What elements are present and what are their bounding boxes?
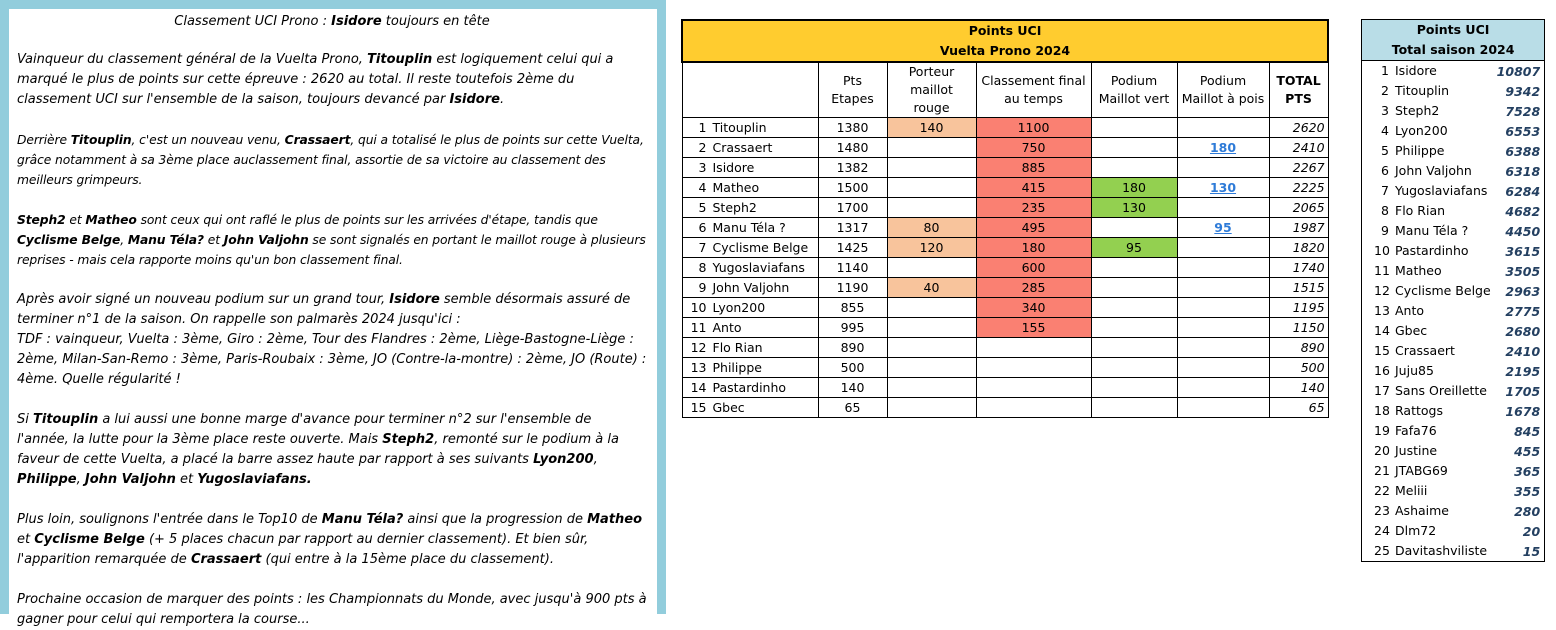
rider-name: Flo Rian: [1395, 203, 1446, 218]
rider-name: Ashaime: [1395, 503, 1449, 518]
vert-cell: [1091, 258, 1177, 278]
rank: 25: [1374, 543, 1390, 558]
rider-cell: [1362, 461, 1494, 481]
rouge-cell: 140: [887, 118, 976, 138]
rider-cell: [1362, 301, 1494, 321]
rider-name: Philippe: [712, 360, 762, 375]
pois-cell: [1177, 358, 1269, 378]
rank: 5: [1381, 143, 1389, 158]
rider-name: Isidore: [1395, 63, 1437, 78]
vert-cell: [1091, 338, 1177, 358]
table-row: [1362, 541, 1545, 562]
rank: 24: [1374, 523, 1390, 538]
table-row: [1362, 121, 1545, 141]
article-paragraph: Steph2 et Matheo sont ceux qui ont raflé le plus de points sur les arrivées d'étape, tandis que Cyclisme Belge, Manu Téla? et John Valjohn se sont signalés en portant le maillot rouge à plusieurs reprises - mais cela rapporte moins qu'un bon classement final.: [17, 213, 646, 267]
pois-cell: [1177, 198, 1269, 218]
etapes-cell: 890: [818, 338, 887, 358]
rank: 11: [690, 320, 707, 335]
rider-cell: [1362, 61, 1494, 82]
final-cell: 885: [976, 158, 1091, 178]
column-header: Pts Etapes: [818, 62, 887, 118]
rider-cell: [1362, 141, 1494, 161]
name-cell: [682, 318, 818, 338]
etapes-cell: 1317: [818, 218, 887, 238]
table-row: [1362, 81, 1545, 101]
table-row: [682, 138, 1328, 158]
table-row: [1362, 141, 1545, 161]
rider-name: Anto: [712, 320, 742, 335]
article-paragraph: Après avoir signé un nouveau podium sur un grand tour, Isidore semble désormais assuré de terminer n°1 de la saison. On rappelle son palmarès 2024 jusqu'ici : TDF : vainqueur, Vuelta : 3ème, Giro : 2ème, Tour des Flandres : 2ème, Liège-Bastogne-Liège : 2ème, Milan-San-Remo : 3ème, Paris-Roubaix : 3ème, JO (Contre-la-montre) : 2ème, JO (Route) : 4ème. Quelle régularité !: [17, 292, 647, 387]
season-points: 2680: [1494, 321, 1545, 341]
final-cell: 155: [976, 318, 1091, 338]
season-points: 7528: [1494, 101, 1545, 121]
name-cell: [682, 238, 818, 258]
season-points: 15: [1494, 541, 1545, 562]
etapes-cell: 1140: [818, 258, 887, 278]
etapes-cell: 1190: [818, 278, 887, 298]
rider-cell: [1362, 161, 1494, 181]
table-row: [1362, 101, 1545, 121]
table-row: [1362, 521, 1545, 541]
rider-cell: [1362, 201, 1494, 221]
table-row: [1362, 301, 1545, 321]
table-row: [1362, 261, 1545, 281]
table-title: Points UCI Vuelta Prono 2024: [682, 20, 1328, 62]
vert-cell: 180: [1091, 178, 1177, 198]
etapes-cell: 140: [818, 378, 887, 398]
rider-cell: [1362, 421, 1494, 441]
table-row: [1362, 361, 1545, 381]
table-row: [1362, 441, 1545, 461]
rank: 13: [1374, 303, 1390, 318]
vert-cell: [1091, 398, 1177, 418]
etapes-cell: 855: [818, 298, 887, 318]
season-points: 10807: [1494, 61, 1545, 82]
rank: 1: [698, 120, 707, 135]
rider-cell: [1362, 181, 1494, 201]
rider-name: Fafa76: [1395, 423, 1437, 438]
name-cell: [682, 218, 818, 238]
etapes-cell: 1425: [818, 238, 887, 258]
final-cell: 340: [976, 298, 1091, 318]
table-row: [682, 378, 1328, 398]
final-cell: 750: [976, 138, 1091, 158]
table-row: [682, 118, 1328, 138]
rank: 2: [1381, 83, 1389, 98]
table-row: [1362, 341, 1545, 361]
vert-cell: [1091, 158, 1177, 178]
rider-cell: [1362, 541, 1494, 562]
rider-name: Justine: [1395, 443, 1438, 458]
pois-cell: [1177, 398, 1269, 418]
season-points: 6284: [1494, 181, 1545, 201]
rank: 14: [1374, 323, 1390, 338]
rank: 6: [1381, 163, 1389, 178]
rider-cell: [1362, 401, 1494, 421]
rider-name: Sans Oreillette: [1395, 383, 1487, 398]
rouge-cell: [887, 178, 976, 198]
rank: 13: [690, 360, 707, 375]
table-row: [1362, 461, 1545, 481]
vert-cell: [1091, 278, 1177, 298]
season-points: 2195: [1494, 361, 1545, 381]
rider-name: Yugoslaviafans: [712, 260, 805, 275]
column-header: Porteur maillot rouge: [887, 62, 976, 118]
rouge-cell: 80: [887, 218, 976, 238]
vert-cell: [1091, 138, 1177, 158]
rank: 14: [690, 380, 707, 395]
rider-name: Anto: [1395, 303, 1425, 318]
table-row: [682, 318, 1328, 338]
rider-name: Manu Téla ?: [712, 220, 786, 235]
rider-name: Cyclisme Belge: [1395, 283, 1491, 298]
vert-cell: 130: [1091, 198, 1177, 218]
table-row: [1362, 181, 1545, 201]
rank: 8: [698, 260, 707, 275]
name-cell: [682, 378, 818, 398]
rider-cell: [1362, 381, 1494, 401]
table-row: [1362, 161, 1545, 181]
rank: 9: [698, 280, 707, 295]
etapes-cell: 500: [818, 358, 887, 378]
final-cell: 180: [976, 238, 1091, 258]
final-cell: 495: [976, 218, 1091, 238]
season-points: 845: [1494, 421, 1545, 441]
rider-name: Crassaert: [712, 140, 773, 155]
pois-cell: [1177, 278, 1269, 298]
rider-name: Pastardinho: [1395, 243, 1469, 258]
rank: 4: [698, 180, 707, 195]
rider-name: Lyon200: [1395, 123, 1448, 138]
pois-cell: [1177, 298, 1269, 318]
rider-name: Matheo: [712, 180, 760, 195]
final-cell: 285: [976, 278, 1091, 298]
table-row: [682, 278, 1328, 298]
etapes-cell: 65: [818, 398, 887, 418]
rank: 18: [1374, 403, 1390, 418]
rank: 6: [698, 220, 707, 235]
rank: 2: [698, 140, 707, 155]
name-cell: [682, 118, 818, 138]
season-points: 2963: [1494, 281, 1545, 301]
table-row: [682, 298, 1328, 318]
vert-cell: [1091, 298, 1177, 318]
table-row: [682, 178, 1328, 198]
rank: 1: [1381, 63, 1389, 78]
season-points: 6388: [1494, 141, 1545, 161]
rider-cell: [1362, 221, 1494, 241]
table-row: [682, 218, 1328, 238]
rouge-cell: [887, 198, 976, 218]
rank: 21: [1374, 463, 1390, 478]
rider-name: Gbec: [1395, 323, 1428, 338]
rank: 11: [1374, 263, 1390, 278]
etapes-cell: 1480: [818, 138, 887, 158]
total-cell: 500: [1269, 358, 1328, 378]
rider-name: Meliii: [1395, 483, 1428, 498]
rider-name: Rattogs: [1395, 403, 1443, 418]
article-paragraph: Si Titouplin a lui aussi une bonne marge d'avance pour terminer n°2 sur l'ensemble de l'année, la lutte pour la 3ème place reste ouverte. Mais Steph2, remonté sur le podium à la faveur de cette Vuelta, a placé la barre assez haute par rapport à ses suivants Lyon200, Philippe, John Valjohn et Yugoslaviafans.: [17, 412, 619, 487]
table-row: [682, 198, 1328, 218]
vert-cell: [1091, 318, 1177, 338]
rouge-cell: 40: [887, 278, 976, 298]
column-header: [682, 62, 818, 118]
vuelta-points-table: [681, 19, 1329, 418]
total-cell: 2267: [1269, 158, 1328, 178]
rank: 20: [1374, 443, 1390, 458]
rider-name: Pastardinho: [712, 380, 787, 395]
rank: 12: [1374, 283, 1390, 298]
total-cell: 890: [1269, 338, 1328, 358]
table-row: [682, 258, 1328, 278]
total-cell: 65: [1269, 398, 1328, 418]
name-cell: [682, 178, 818, 198]
rider-cell: [1362, 521, 1494, 541]
pois-cell[interactable]: 95: [1177, 218, 1269, 238]
rider-name: John Valjohn: [1395, 163, 1472, 178]
rank: 15: [1374, 343, 1390, 358]
total-cell: 1150: [1269, 318, 1328, 338]
total-cell: 1987: [1269, 218, 1328, 238]
vert-cell: [1091, 218, 1177, 238]
table-row: [1362, 401, 1545, 421]
article-panel: [0, 0, 666, 627]
season-points: 1678: [1494, 401, 1545, 421]
column-header: Podium Maillot vert: [1091, 62, 1177, 118]
rider-name: Gbec: [712, 400, 745, 415]
final-cell: [976, 338, 1091, 358]
name-cell: [682, 158, 818, 178]
table-row: [682, 238, 1328, 258]
season-points: 3505: [1494, 261, 1545, 281]
name-cell: [682, 138, 818, 158]
rider-name: Crassaert: [1395, 343, 1455, 358]
season-points: 20: [1494, 521, 1545, 541]
total-cell: 1820: [1269, 238, 1328, 258]
rouge-cell: [887, 378, 976, 398]
rouge-cell: [887, 358, 976, 378]
season-points: 2410: [1494, 341, 1545, 361]
table-row: [1362, 481, 1545, 501]
rank: 10: [690, 300, 707, 315]
rider-name: Dlm72: [1395, 523, 1437, 538]
article-paragraph: Prochaine occasion de marquer des points : les Championnats du Monde, avec jusqu'à 900 pts à gagner pour celui qui remportera la course...: [17, 592, 647, 627]
table-row: [1362, 241, 1545, 261]
rank: 8: [1381, 203, 1389, 218]
table-title: Points UCI Total saison 2024: [1362, 20, 1545, 61]
article-paragraph: Vainqueur du classement général de la Vuelta Prono, Titouplin est logiquement celui qui a marqué le plus de points sur cette épreuve : 2620 au total. Il reste toutefois 2ème du classement UCI sur l'ensemble de la saison, toujours devancé par Isidore.: [17, 52, 614, 107]
rider-name: Lyon200: [712, 300, 766, 315]
table-row: [1362, 501, 1545, 521]
name-cell: [682, 278, 818, 298]
rank: 3: [1381, 103, 1389, 118]
pois-cell: [1177, 258, 1269, 278]
rank: 3: [698, 160, 707, 175]
rouge-cell: [887, 138, 976, 158]
final-cell: [976, 378, 1091, 398]
rank: 23: [1374, 503, 1390, 518]
column-header: Podium Maillot à pois: [1177, 62, 1269, 118]
article-paragraph: Plus loin, soulignons l'entrée dans le Top10 de Manu Téla? ainsi que la progression de Matheo et Cyclisme Belge (+ 5 places chacun par rapport au dernier classement). Et bien sûr, l'apparition remarquée de Crassaert (qui entre à la 15ème place du classement).: [17, 512, 643, 567]
rank: 22: [1374, 483, 1390, 498]
season-points: 6318: [1494, 161, 1545, 181]
rank: 15: [690, 400, 707, 415]
season-points: 1705: [1494, 381, 1545, 401]
rider-name: John Valjohn: [712, 280, 790, 295]
season-points: 355: [1494, 481, 1545, 501]
season-points: 3615: [1494, 241, 1545, 261]
rider-name: Manu Téla ?: [1395, 223, 1469, 238]
total-cell: 1740: [1269, 258, 1328, 278]
season-points: 2775: [1494, 301, 1545, 321]
rider-name: Davitashviliste: [1395, 543, 1488, 558]
vert-cell: 95: [1091, 238, 1177, 258]
season-points: 365: [1494, 461, 1545, 481]
total-cell: 2410: [1269, 138, 1328, 158]
rank: 16: [1374, 363, 1390, 378]
vert-cell: [1091, 118, 1177, 138]
final-cell: 1100: [976, 118, 1091, 138]
rank: 7: [698, 240, 707, 255]
pois-cell: [1177, 238, 1269, 258]
table-row: [1362, 281, 1545, 301]
etapes-cell: 1500: [818, 178, 887, 198]
pois-cell: [1177, 378, 1269, 398]
rider-name: Philippe: [1395, 143, 1445, 158]
pois-cell[interactable]: 130: [1177, 178, 1269, 198]
rank: 9: [1381, 223, 1389, 238]
rouge-cell: [887, 298, 976, 318]
rank: 12: [690, 340, 707, 355]
article-title: Classement UCI Prono : Isidore toujours en tête: [174, 14, 490, 29]
rider-name: Juju85: [1395, 363, 1434, 378]
table-row: [682, 158, 1328, 178]
table-row: [1362, 221, 1545, 241]
season-points: 280: [1494, 501, 1545, 521]
season-points: 455: [1494, 441, 1545, 461]
rider-cell: [1362, 281, 1494, 301]
season-points: 4450: [1494, 221, 1545, 241]
rider-name: Matheo: [1395, 263, 1442, 278]
pois-cell: [1177, 118, 1269, 138]
rank: 10: [1374, 243, 1390, 258]
rider-name: Isidore: [712, 160, 755, 175]
table-row: [682, 338, 1328, 358]
rider-cell: [1362, 101, 1494, 121]
rider-name: Titouplin: [712, 120, 767, 135]
article-paragraph: Derrière Titouplin, c'est un nouveau venu, Crassaert, qui a totalisé le plus de points sur cette Vuelta, grâce notamment à sa 3ème place auclassement final, assortie de sa victoire au classement des meilleurs grimpeurs.: [17, 133, 644, 187]
rider-cell: [1362, 341, 1494, 361]
rider-name: Steph2: [712, 200, 757, 215]
final-cell: [976, 358, 1091, 378]
article-textbox: [9, 9, 657, 627]
rider-cell: [1362, 501, 1494, 521]
pois-cell[interactable]: 180: [1177, 138, 1269, 158]
column-header: Classement final au temps: [976, 62, 1091, 118]
final-cell: [976, 398, 1091, 418]
rouge-cell: [887, 338, 976, 358]
final-cell: 600: [976, 258, 1091, 278]
pois-cell: [1177, 158, 1269, 178]
etapes-cell: 1700: [818, 198, 887, 218]
rider-name: Titouplin: [1395, 83, 1449, 98]
rider-name: Flo Rian: [712, 340, 763, 355]
final-cell: 415: [976, 178, 1091, 198]
rider-name: Steph2: [1395, 103, 1440, 118]
final-cell: 235: [976, 198, 1091, 218]
name-cell: [682, 258, 818, 278]
rider-cell: [1362, 81, 1494, 101]
rider-cell: [1362, 261, 1494, 281]
rider-cell: [1362, 361, 1494, 381]
name-cell: [682, 338, 818, 358]
rider-cell: [1362, 481, 1494, 501]
name-cell: [682, 198, 818, 218]
season-points: 9342: [1494, 81, 1545, 101]
table-row: [1362, 321, 1545, 341]
rider-cell: [1362, 241, 1494, 261]
etapes-cell: 995: [818, 318, 887, 338]
table-row: [1362, 421, 1545, 441]
rider-name: Yugoslaviafans: [1395, 183, 1488, 198]
rank: 7: [1381, 183, 1389, 198]
vert-cell: [1091, 378, 1177, 398]
rider-cell: [1362, 121, 1494, 141]
pois-cell: [1177, 338, 1269, 358]
rank: 4: [1381, 123, 1389, 138]
season-total-table: [1361, 19, 1545, 562]
rouge-cell: [887, 258, 976, 278]
rank: 19: [1374, 423, 1390, 438]
name-cell: [682, 358, 818, 378]
table-row: [1362, 381, 1545, 401]
total-cell: 140: [1269, 378, 1328, 398]
rank: 5: [698, 200, 707, 215]
total-cell: 2065: [1269, 198, 1328, 218]
total-cell: 2225: [1269, 178, 1328, 198]
table-header-row: [682, 62, 1328, 118]
rouge-cell: [887, 398, 976, 418]
rider-name: Cyclisme Belge: [712, 240, 809, 255]
total-cell: 2620: [1269, 118, 1328, 138]
rider-name: JTABG69: [1395, 463, 1448, 478]
pois-cell: [1177, 318, 1269, 338]
rider-cell: [1362, 321, 1494, 341]
column-header: TOTAL PTS: [1269, 62, 1328, 118]
rouge-cell: [887, 158, 976, 178]
rank: 17: [1374, 383, 1390, 398]
rider-cell: [1362, 441, 1494, 461]
table-row: [1362, 61, 1545, 82]
etapes-cell: 1380: [818, 118, 887, 138]
rouge-cell: [887, 318, 976, 338]
name-cell: [682, 398, 818, 418]
vert-cell: [1091, 358, 1177, 378]
season-points: 4682: [1494, 201, 1545, 221]
table-row: [682, 358, 1328, 378]
etapes-cell: 1382: [818, 158, 887, 178]
season-points: 6553: [1494, 121, 1545, 141]
table-row: [682, 398, 1328, 418]
name-cell: [682, 298, 818, 318]
table-row: [1362, 201, 1545, 221]
total-cell: 1515: [1269, 278, 1328, 298]
total-cell: 1195: [1269, 298, 1328, 318]
rouge-cell: 120: [887, 238, 976, 258]
